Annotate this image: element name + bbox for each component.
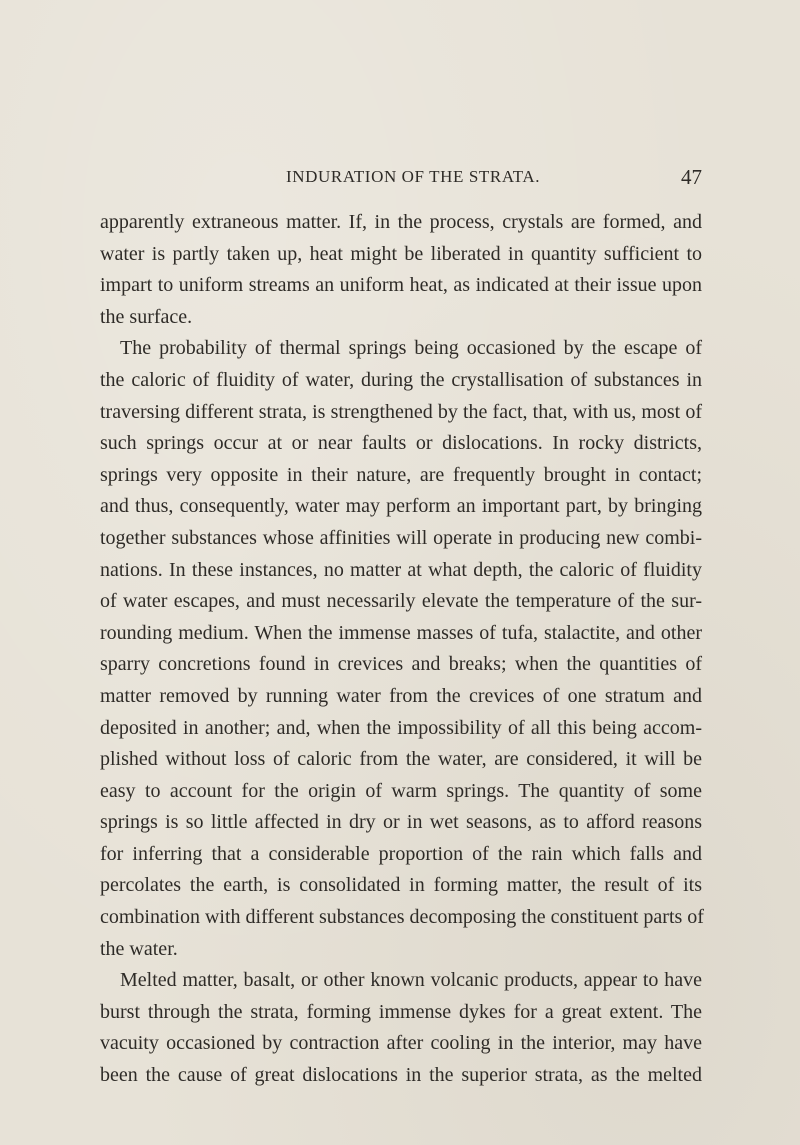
text-line: the water. [100,937,178,960]
text-line: together substances whose affinities will operate in producing new combi- [100,526,702,549]
text-line: sparry concretions found in crevices and breaks; when the quantities of [100,653,702,676]
running-title: INDURATION OF THE STRATA. [286,167,541,186]
text-line: burst through the strata, forming immense dykes for a great extent. The [100,1000,702,1023]
text-line: impart to uniform streams an uniform heat, as indicated at their issue upon [100,274,702,297]
text-line: The probability of thermal springs being occasioned by the escape of [120,337,702,360]
text-line: rounding medium. When the immense masses of tufa, stalactite, and other [100,621,702,644]
text-line: been the cause of great dislocations in the superior strata, as the melted [100,1064,702,1087]
text-line: and thus, consequently, water may perform an important part, by bringing [100,495,702,518]
text-line: vacuity occasioned by contraction after cooling in the interior, may have [100,1032,702,1055]
text-line: water is partly taken up, heat might be liberated in quantity sufficient to [100,242,702,265]
text-line: of water escapes, and must necessarily elevate the temperature of the sur- [100,590,702,613]
text-line: plished without loss of caloric from the water, are considered, it will be [100,748,702,771]
text-line: combination with different substances decomposing the constituent parts of [100,906,704,929]
text-line: easy to account for the origin of warm springs. The quantity of some [100,779,702,802]
text-line: the caloric of fluidity of water, during the crystallisation of substances in [100,368,702,391]
body-text [100,207,702,1092]
text-line: nations. In these instances, no matter at what depth, the caloric of fluidity [100,558,702,581]
text-line: matter removed by running water from the crevices of one stratum and [100,684,702,707]
text-line: springs very opposite in their nature, are frequently brought in contact; [100,463,702,486]
text-line: percolates the earth, is consolidated in forming matter, the result of its [100,874,702,897]
text-line: deposited in another; and, when the impossibility of all this being accom- [100,716,702,739]
text-line: such springs occur at or near faults or dislocations. In rocky districts, [100,432,702,455]
text-line: Melted matter, basalt, or other known volcanic products, appear to have [120,969,702,992]
running-head [100,167,702,191]
text-line: the surface. [100,305,193,328]
text-line: for inferring that a considerable proportion of the rain which falls and [100,842,702,865]
text-line: apparently extraneous matter. If, in the process, crystals are formed, and [100,211,702,233]
text-line: springs is so little affected in dry or in wet seasons, as to afford reasons [100,811,702,834]
page-number: 47 [681,165,702,189]
text-line: traversing different strata, is strengthened by the fact, that, with us, most of [100,400,702,423]
